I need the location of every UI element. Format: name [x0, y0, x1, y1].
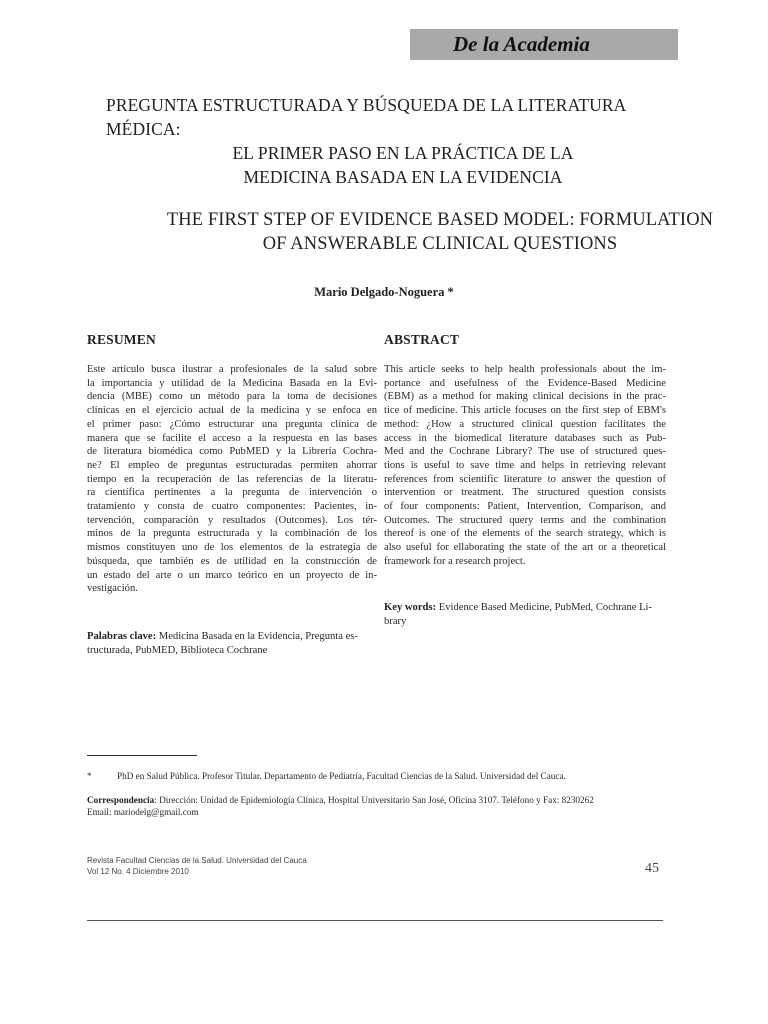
footnote-text: PhD en Salud Pública. Profesor Titular. Departamento de Pediatría, Facultad Ciencias de la Salud. Universidad del Cauca.: [117, 771, 566, 781]
spanish-title-line-4: MEDICINA BASADA EN LA EVIDENCIA: [243, 167, 563, 187]
abstract-line: of four components: Patient, Intervention, Comparison, and: [384, 501, 666, 513]
abstract-line: Outcomes. The structured query terms and the combination: [384, 514, 666, 526]
resumen-heading: RESUMEN: [87, 332, 156, 347]
author-name: Mario Delgado-Noguera *: [314, 285, 454, 299]
resumen-line: tiempo en la recuperación de las referencias de la literatu-: [87, 473, 377, 485]
keywords-en-cont: brary: [384, 616, 407, 627]
journal-name: Revista Facultad Ciencias de la Salud. Universidad del Cauca: [87, 856, 307, 865]
spanish-title-line-3: EL PRIMER PASO EN LA PRÁCTICA DE LA: [232, 143, 574, 163]
resumen-line: dencia (MBE) como un método para la toma de decisiones: [87, 391, 377, 403]
correspondence-text: : Dirección: Unidad de Epidemiología Clínica, Hospital Universitario San José, Oficina 3107. Teléfono y Fax: 8230262: [154, 795, 594, 805]
abstract-line: Med and the Cochrane Library? The use of structured ques-: [384, 446, 666, 458]
journal-info: [87, 856, 307, 877]
abstract-line: method: ¿How a structured clinical question facilitates the: [384, 418, 666, 430]
english-title-line-1: THE FIRST STEP OF EVIDENCE BASED MODEL: FORMULATION: [166, 210, 714, 230]
abstract-line: intervention or treatment. The structured question consists: [384, 487, 666, 499]
page-number: 45: [645, 861, 659, 876]
correspondence: [87, 794, 707, 818]
abstract-heading: ABSTRACT: [384, 332, 460, 347]
section-banner: De la Academia: [410, 29, 678, 60]
abstract-line: also useful for ellaborating the state of the art or a theoretical: [384, 542, 666, 554]
resumen-line: tervención, comparación y resultados (Outcomes). Los tér-: [87, 514, 377, 526]
resumen-line: mismos constituyen uno de los elementos de la estrategia de: [87, 542, 377, 554]
correspondence-label: Correspondencia: [87, 795, 155, 805]
resumen-line: tratamiento y consta de cuatro componentes: Pacientes, in-: [87, 501, 377, 513]
abstract-line: This article seeks to help health professionals about the im-: [384, 364, 666, 375]
resumen-line: ra científica pertinentes a la pregunta de intervención o: [87, 487, 377, 499]
abstract-line: references from scientific literature to answer the question of: [384, 473, 666, 485]
keywords-es-cont: tructurada, PubMED, Biblioteca Cochrane: [87, 645, 268, 656]
keywords-label-es: Palabras clave:: [87, 631, 157, 642]
resumen-line: vestigación.: [87, 583, 138, 595]
abstract-line: thereof is one of the elements of the search strategy, which is: [384, 528, 666, 540]
resumen-line: el primer paso: ¿Cómo estructurar una pregunta clínica de: [87, 418, 377, 430]
abstract-line: tions is useful to save time and helps in retrieving relevant: [384, 459, 666, 471]
spanish-title-line-2: MÉDICA:: [106, 119, 181, 139]
resumen-line: Este artículo busca ilustrar a profesionales de la salud sobre: [87, 364, 377, 375]
footnote-divider: [87, 755, 197, 756]
resumen-line: manera que se facilite el acceso a la respuesta en las bases: [87, 432, 377, 444]
resumen-line: de literatura biomédica como PubMED y la Librería Cochra-: [87, 446, 377, 458]
abstract-keywords: [384, 601, 674, 629]
resumen-line: minos de la pregunta estructurada y la combinación de los: [87, 528, 377, 540]
resumen-line: clínicas en el ejercicio actual de la medicina y se enfoca en: [87, 405, 377, 417]
resumen-keywords: [87, 630, 377, 658]
keywords-label-en: Key words:: [384, 602, 437, 613]
resumen-line: búsqueda, que también es de utilidad en la construcción de: [87, 555, 377, 567]
abstract-line: framework for a research project.: [384, 555, 526, 567]
english-title-line-2: OF ANSWERABLE CLINICAL QUESTIONS: [262, 234, 618, 254]
correspondence-email: Email: mariodelg@gmail.com: [87, 807, 199, 817]
abstract-line: tice of medicine. This article focuses on the first step of EBM's: [384, 405, 666, 417]
resumen-line: ne? El empleo de preguntas estructuradas permiten ahorrar: [87, 459, 377, 471]
resumen-line: un estado del arte o un marco teórico en un proyecto de in-: [87, 569, 377, 581]
footnote-marker: *: [87, 771, 92, 781]
bottom-rule: [87, 920, 663, 921]
journal-issue: Vol 12 No. 4 Diciembre 2010: [87, 866, 189, 876]
resumen-body: [87, 363, 377, 596]
abstract-line: (EBM) as a method for making clinical decisions in the prac-: [384, 391, 666, 403]
english-title: [110, 208, 768, 256]
keywords-es: Medicina Basada en la Evidencia, Pregunta es-: [158, 631, 358, 642]
keywords-en: Evidence Based Medicine, PubMed, Cochrane Li-: [438, 602, 653, 613]
spanish-title: [40, 93, 736, 189]
spanish-title-line-1: PREGUNTA ESTRUCTURADA Y BÚSQUEDA DE LA LITERATURA: [106, 95, 627, 115]
abstract-body: [384, 363, 666, 569]
abstract-line: access in the biomedical literature databases such as Pub-: [384, 432, 666, 444]
resumen-line: la importancia y utilidad de la Medicina Basada en la Evi-: [87, 377, 377, 389]
author-footnote: [87, 770, 687, 782]
abstract-line: portance and usefulness of the Evidence-Based Medicine: [384, 377, 666, 389]
